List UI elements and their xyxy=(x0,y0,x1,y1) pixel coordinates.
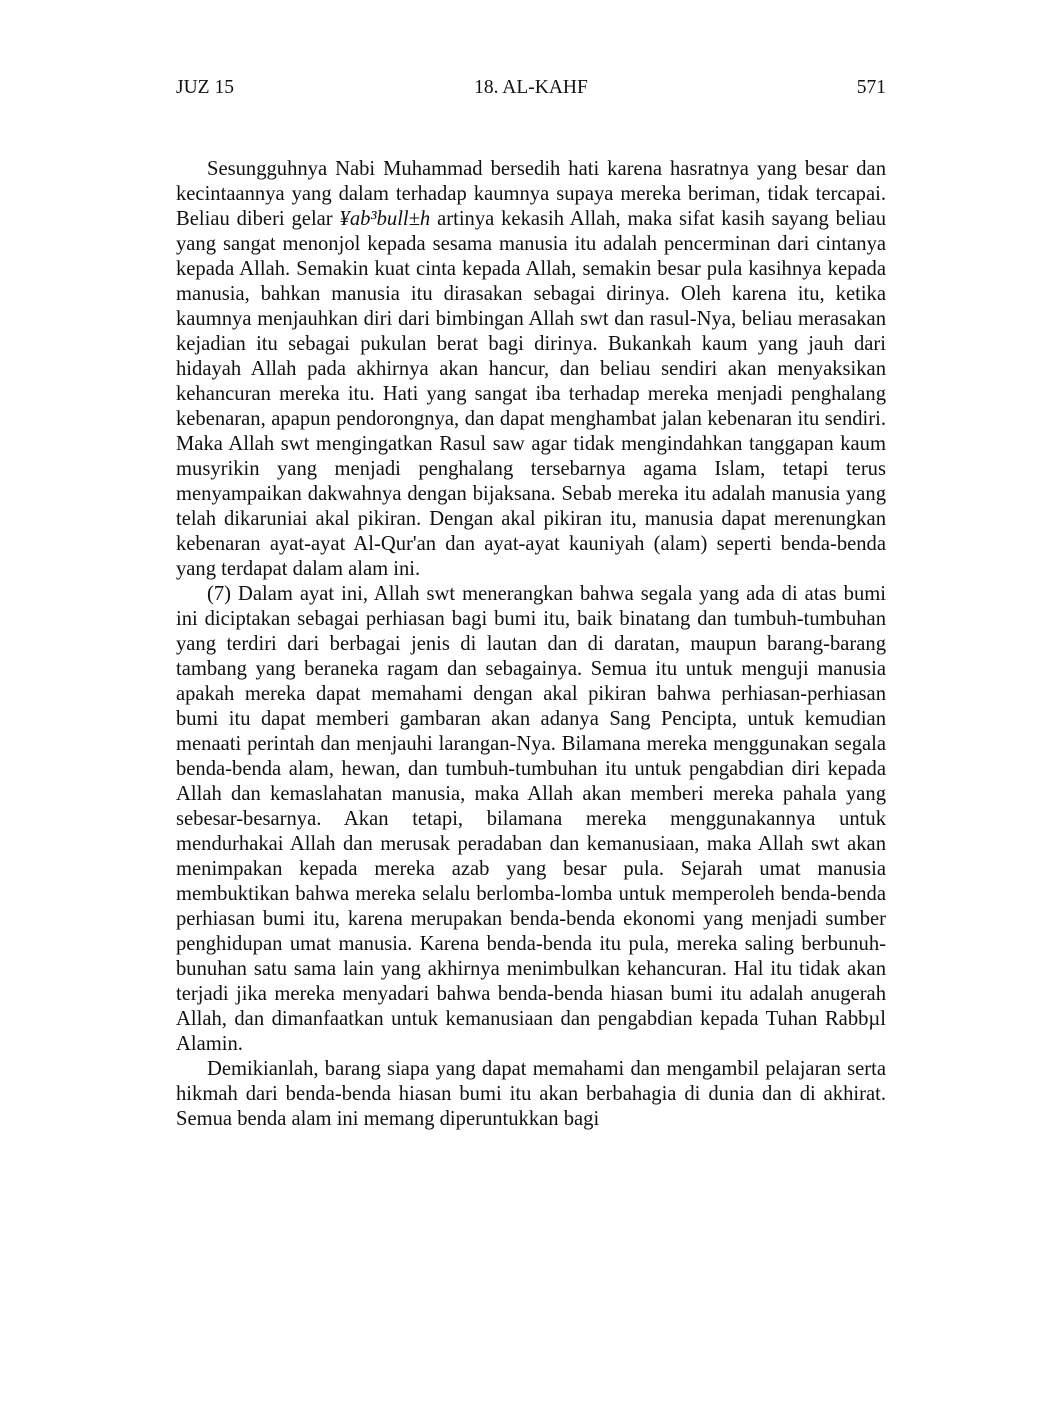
running-header xyxy=(176,74,886,102)
paragraph-2: (7) Dalam ayat ini, Allah swt menerangkan bahwa segala yang ada di atas bumi ini diciptakan sebagai perhiasan bagi bumi itu, baik binatang dan tumbuh-tumbuhan yang terdiri dari berbagai jenis di lautan dan di daratan, maupun barang-barang tambang yang beraneka ragam dan sebagainya. Semua itu untuk menguji manusia apakah mereka dapat memahami dengan akal pikiran bahwa perhiasan-perhiasan bumi itu dapat memberi gambaran akan adanya Sang Pencipta, untuk kemudian menaati perintah dan menjauhi larangan-Nya. Bilamana mereka menggunakan segala benda-benda alam, hewan, dan tumbuh-tumbuhan itu untuk pengabdian diri kepada Allah dan kemaslahatan manusia, maka Allah akan memberi mereka pahala yang sebesar-besarnya. Akan tetapi, bilamana mereka menggunakannya untuk mendurhakai Allah dan merusak peradaban dan kemanusiaan, maka Allah swt akan menimpakan kepada mereka azab yang besar pula. Sejarah umat manusia membuktikan bahwa mereka selalu berlomba-lomba untuk memperoleh benda-benda perhiasan bumi itu, karena merupakan benda-benda ekonomi yang menjadi sumber penghidupan umat manusia. Karena benda-benda itu pula, mereka saling berbunuh-bunuhan satu sama lain yang akhirnya menimbulkan kehancuran. Hal itu tidak akan terjadi jika mereka menyadari bahwa benda-benda hiasan bumi itu adalah anugerah Allah, dan dimanfaatkan untuk kemanusiaan dan pengabdian kepada Tuhan Rabbµl Alamin. xyxy=(176,583,886,1055)
paragraph-1 xyxy=(176,157,886,582)
paragraph-1-italic-term: ¥ab³bull±h xyxy=(339,208,431,230)
page-number: 571 xyxy=(856,77,886,98)
paragraph-1-part-2: artinya kekasih Allah, maka sifat kasih sayang beliau yang sangat menonjol kepada sesama manusia itu adalah pencerminan dari cintanya kepada Allah. Semakin kuat cinta kepada Allah, semakin besar pula kasihnya kepada manusia, bahkan manusia itu dirasakan sebagai dirinya. Oleh karena itu, ketika kaumnya menjauhkan diri dari bimbingan Allah swt dan rasul-Nya, beliau merasakan kejadian itu sebagai pukulan berat bagi dirinya. Bukankah kaum yang jauh dari hidayah Allah pada akhirnya akan hancur, dan beliau sendiri akan menyaksikan kehancuran mereka itu. Hati yang sangat iba terhadap mereka menjadi penghalang kebenaran, apapun pendorongnya, dan dapat menghambat jalan kebenaran itu sendiri. Maka Allah swt mengingatkan Rasul saw agar tidak mengindahkan tanggapan kaum musyrikin yang menjadi penghalang tersebarnya agama Islam, tetapi terus menyampaikan dakwahnya dengan bijaksana. Sebab mereka itu adalah manusia yang telah dikaruniai akal pikiran. Dengan akal pikiran itu, manusia dapat merenungkan kebenaran ayat-ayat Al-Qur'an dan ayat-ayat kauniyah (alam) seperti benda-benda yang terdapat dalam alam ini. xyxy=(176,208,886,580)
chapter-title: 18. AL-KAHF xyxy=(474,77,588,98)
paragraph-3: Demikianlah, barang siapa yang dapat memahami dan mengambil pelajaran serta hikmah dari benda-benda hiasan bumi itu akan berbahagia di dunia dan di akhirat. Semua benda alam ini memang diperuntukkan bagi xyxy=(176,1058,886,1130)
juz-label: JUZ 15 xyxy=(176,77,234,98)
paragraph-1-part-1: Sesungguhnya Nabi Muhammad bersedih hati karena hasratnya yang besar dan kecintaannya yang dalam terhadap kaumnya supaya mereka beriman, tidak tercapai. Beliau diberi gelar xyxy=(176,158,886,230)
body-text xyxy=(176,157,886,1132)
